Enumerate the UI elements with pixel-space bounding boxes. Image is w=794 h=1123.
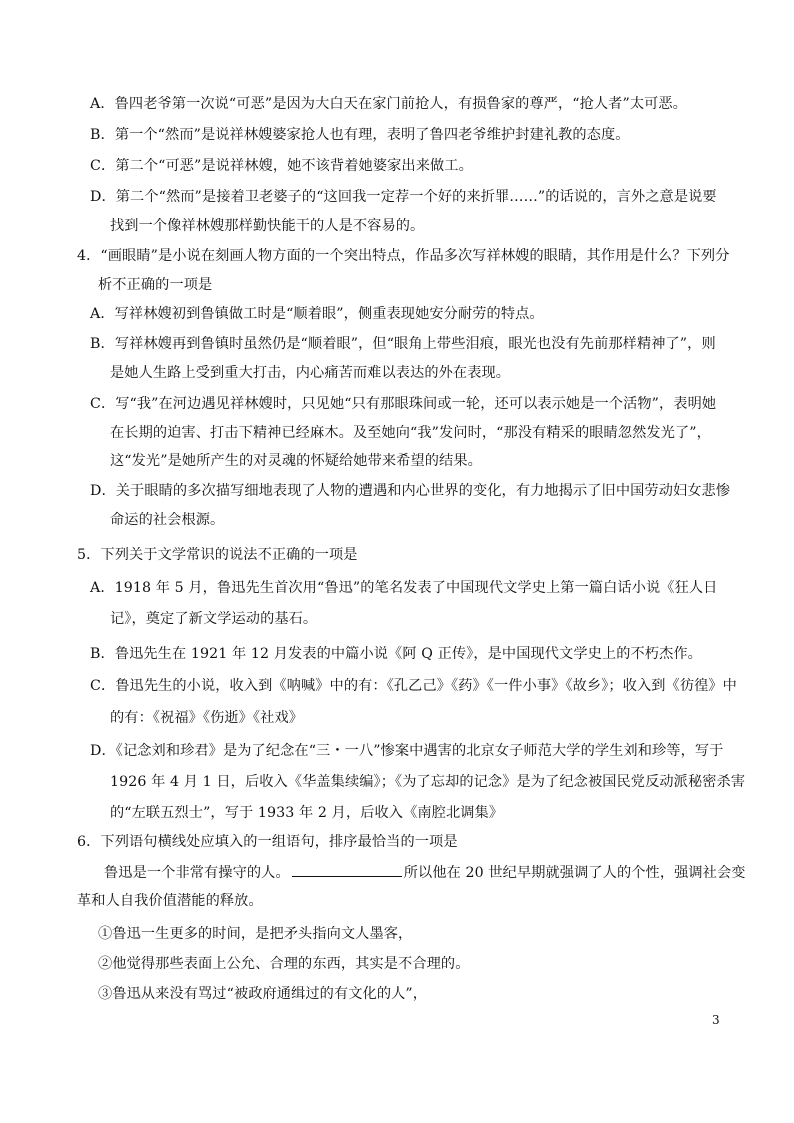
q5-option-c-line1: C．鲁迅先生的小说，收入到《呐喊》中的有：《孔乙己》《药》《一件小事》《故乡》；收入到《彷徨》中 — [90, 678, 737, 694]
q6-item-1: ①鲁迅一生更多的时间，是把矛头指向文人墨客， — [98, 926, 413, 942]
q4-option-d-line1: D．关于眼睛的多次描写细地表现了人物的遭遇和内心世界的变化，有力地揭示了旧中国劳动妇女悲惨 — [90, 483, 731, 499]
q6-passage-line2: 革和人自我价值潜能的释放。 — [77, 893, 263, 909]
q5-option-c-line2: 的有：《祝福》《伤逝》《社戏》 — [110, 710, 304, 726]
q4-option-a: A．写祥林嫂初到鲁镇做工时是“顺着眼”，侧重表现她安分耐劳的特点。 — [90, 306, 544, 322]
q5-option-d-line2: 1926 年 4 月 1 日，后收入《华盖集续编》；《为了忘却的记念》是为了纪念被国民党反动派秘密杀害 — [110, 774, 746, 790]
q4-stem-line1: 4．“画眼睛”是小说在刻画人物方面的一个突出特点，作品多次写祥林嫂的眼睛，其作用是什么？下列分 — [77, 248, 730, 264]
q3-option-c: C．第二个“可恶”是说祥林嫂，她不该背着她婆家出来做工。 — [90, 158, 473, 174]
q4-option-b-line1: B．写祥林嫂再到鲁镇时虽然仍是“顺着眼”，但“眼角上带些泪痕，眼光也没有先前那样精神了”，则 — [90, 336, 716, 352]
q5-stem: 5．下列关于文学常识的说法不正确的一项是 — [77, 547, 358, 563]
q5-option-d-line3: 的“左联五烈士”，写于 1933 年 2 月，后收入《南腔北调集》 — [110, 805, 504, 821]
q4-stem-line2: 析不正确的一项是 — [98, 277, 213, 293]
q5-option-b: B．鲁迅先生在 1921 年 12 月发表的中篇小说《阿 Q 正传》，是中国现代文学史上的不朽杰作。 — [90, 646, 702, 662]
q6-item-3: ③鲁迅从来没有骂过“被政府通缉过的有文化的人”， — [98, 986, 428, 1002]
q5-option-a-line2: 记》，奠定了新文学运动的基石。 — [110, 611, 318, 627]
q5-option-d-line1: D．《记念刘和珍君》是为了纪念在“三・一八”惨案中遇害的北京女子师范大学的学生刘和珍等，写于 — [90, 743, 724, 759]
q6-stem: 6．下列语句横线处应填入的一组语句，排序最恰当的一项是 — [77, 834, 458, 850]
q4-option-b-line2: 是她人生路上受到重大打击，内心痛苦而难以表达的外在表现。 — [110, 365, 511, 381]
q4-option-c-line1: C．写“我”在河边遇见祥林嫂时，只见她“只有那眼珠间或一轮，还可以表示她是一个活物”，表明她 — [90, 396, 717, 412]
q6-passage-after-blank: 所以他在 20 世纪早期就强调了人的个性，强调社会变 — [403, 865, 746, 881]
q4-option-c-line2: 在长期的迫害、打击下精神已经麻木。及至她向“我”发问时，“那没有精采的眼睛忽然发光了”， — [110, 425, 711, 441]
q3-option-d-line1: D．第二个“然而”是接着卫老婆子的“这回我一定荐一个好的来折罪……”的话说的，言外之意是说要 — [90, 189, 717, 205]
q4-option-c-line3: 这“发光”是她所产生的对灵魂的怀疑给她带来希望的结果。 — [110, 453, 482, 469]
q6-fill-blank[interactable] — [292, 862, 402, 877]
page-number: 3 — [712, 1013, 720, 1027]
q6-passage-line1 — [104, 862, 746, 883]
q5-option-a-line1: A．1918 年 5 月，鲁迅先生首次用“鲁迅”的笔名发表了中国现代文学史上第一篇白话小说《狂人日 — [90, 580, 718, 596]
q3-option-d-line2: 找到一个像祥林嫂那样勤快能干的人是不容易的。 — [110, 218, 425, 234]
q3-option-a: A．鲁四老爷第一次说“可恶”是因为大白天在家门前抢人，有损鲁家的尊严，“抢人者”太可恶。 — [90, 96, 687, 112]
q3-option-b: B．第一个“然而”是说祥林嫂婆家抢人也有理，表明了鲁四老爷维护封建礼教的态度。 — [90, 127, 630, 143]
q6-item-2: ②他觉得那些表面上公允、合理的东西，其实是不合理的。 — [98, 956, 470, 972]
q4-option-d-line2: 命运的社会根源。 — [110, 512, 225, 528]
q6-passage-before-blank: 鲁迅是一个非常有操守的人。 — [104, 865, 290, 881]
